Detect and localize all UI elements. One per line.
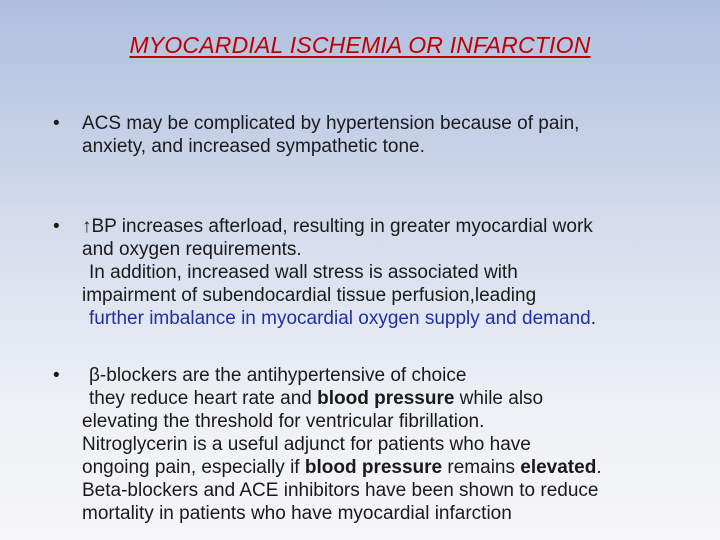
- text-line: anxiety, and increased sympathetic tone.: [82, 136, 425, 157]
- slide-title: MYOCARDIAL ISCHEMIA OR INFARCTION: [129, 32, 591, 58]
- text-line: elevating the threshold for ventricular fibrillation.: [82, 411, 485, 432]
- text-line: ACS may be complicated by hypertension because of pain,: [82, 113, 580, 134]
- bullet-text: [82, 364, 702, 525]
- text-line: [82, 387, 702, 410]
- text-line: β-blockers are the antihypertensive of choice: [89, 365, 467, 386]
- text-fragment: while also: [454, 388, 544, 409]
- bold-text: blood pressure: [304, 457, 443, 478]
- text-line: In addition, increased wall stress is associated with: [89, 262, 518, 283]
- bullet-marker: •: [53, 365, 60, 386]
- bullet-marker: •: [53, 113, 60, 134]
- text-line: Nitroglycerin is a useful adjunct for patients who have: [82, 434, 531, 455]
- text-fragment: ongoing pain, especially if: [82, 457, 305, 478]
- text-line: impairment of subendocardial tissue perfusion,leading: [82, 285, 537, 306]
- bullet-marker: •: [53, 216, 60, 237]
- text-line: [82, 307, 702, 330]
- bold-text: elevated: [520, 457, 597, 478]
- text-fragment: they reduce heart rate and: [89, 388, 318, 409]
- bold-text: blood pressure: [317, 388, 455, 409]
- text-line: mortality in patients who have myocardial infarction: [82, 503, 512, 524]
- bullet-text: [82, 215, 702, 330]
- text-line: ↑BP increases afterload, resulting in greater myocardial work: [82, 216, 593, 237]
- highlighted-text: further imbalance in myocardial oxygen supply and demand: [89, 308, 591, 329]
- text-line: [82, 456, 702, 479]
- text-line: Beta-blockers and ACE inhibitors have been shown to reduce: [82, 480, 599, 501]
- text-line: and oxygen requirements.: [82, 239, 302, 260]
- bullet-text: [82, 112, 702, 158]
- text-fragment: .: [590, 308, 596, 329]
- text-fragment: remains: [442, 457, 521, 478]
- text-fragment: .: [596, 457, 602, 478]
